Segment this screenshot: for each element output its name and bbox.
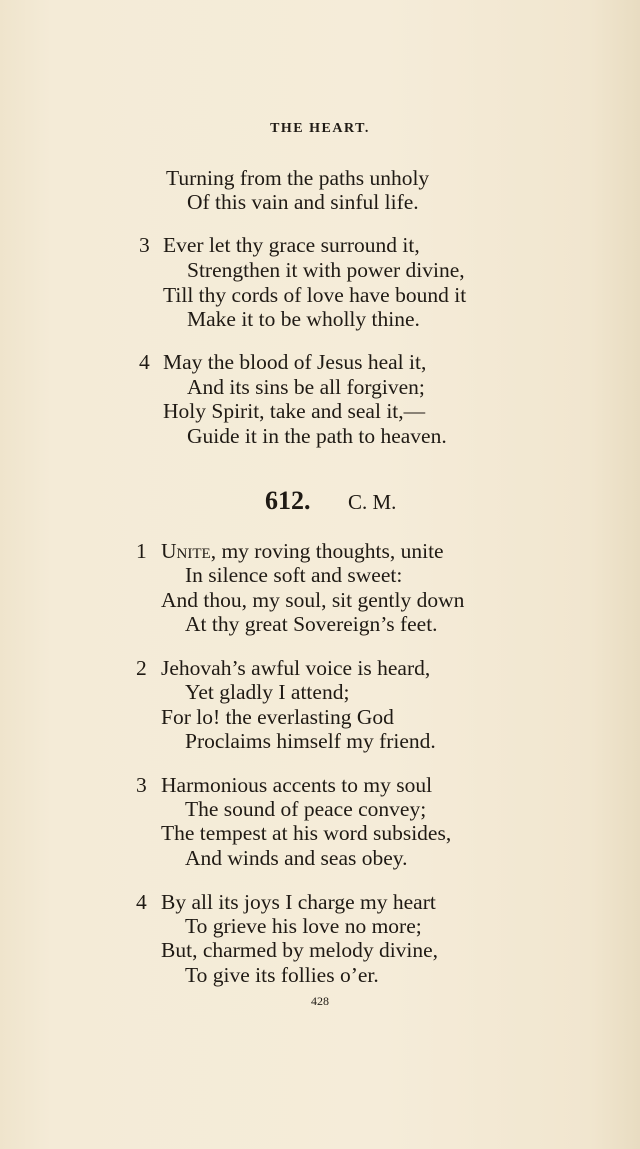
verse-line: Till thy cords of love have bound it: [163, 283, 467, 307]
verse-line: Strengthen it with power divine,: [187, 258, 465, 282]
running-head: THE HEART.: [270, 121, 370, 136]
verse-line: Holy Spirit, take and seal it,—: [163, 399, 426, 423]
verse-line: Guide it in the path to heaven.: [187, 424, 447, 448]
verse-line: To give its follies o’er.: [185, 963, 379, 987]
verse-line: Of this vain and sinful life.: [187, 190, 419, 214]
verse-line: Harmonious accents to my soul: [161, 773, 433, 797]
stanza-number: 3: [139, 233, 150, 257]
verse-line: Make it to be wholly thine.: [187, 307, 420, 331]
verse-line: And thou, my soul, sit gently down: [161, 588, 465, 612]
verse-line: The sound of peace convey;: [185, 797, 427, 821]
stanza-number: 1: [136, 539, 147, 563]
verse-line: By all its joys I charge my heart: [161, 890, 436, 914]
stanza-number: 3: [136, 773, 147, 797]
verse-line: Yet gladly I attend;: [185, 680, 350, 704]
verse-line-rest: , my roving thoughts, unite: [210, 539, 444, 563]
verse-line: For lo! the everlasting God: [161, 705, 394, 729]
verse-line: May the blood of Jesus heal it,: [163, 350, 427, 374]
verse-line: To grieve his love no more;: [185, 914, 422, 938]
verse-line: Turning from the paths unholy: [166, 166, 430, 190]
stanza-number: 4: [139, 350, 150, 374]
hymn-meter: C. M.: [348, 490, 397, 514]
hymn-number: 612.: [265, 486, 311, 515]
verse-line: The tempest at his word subsides,: [161, 821, 452, 845]
verse-line: At thy great Sovereign’s feet.: [185, 612, 438, 636]
verse-line: In silence soft and sweet:: [185, 563, 403, 587]
stanza-number: 2: [136, 656, 147, 680]
verse-line: And its sins be all forgiven;: [187, 375, 425, 399]
verse-line: [161, 541, 444, 563]
page-number: 428: [311, 994, 329, 1008]
stanza-number: 4: [136, 890, 147, 914]
verse-line: Ever let thy grace surround it,: [163, 233, 420, 257]
verse-line: But, charmed by melody divine,: [161, 938, 439, 962]
verse-line: Proclaims himself my friend.: [185, 729, 436, 753]
first-word: Unite: [161, 539, 211, 563]
verse-line: Jehovah’s awful voice is heard,: [161, 656, 431, 680]
verse-line: And winds and seas obey.: [185, 846, 408, 870]
